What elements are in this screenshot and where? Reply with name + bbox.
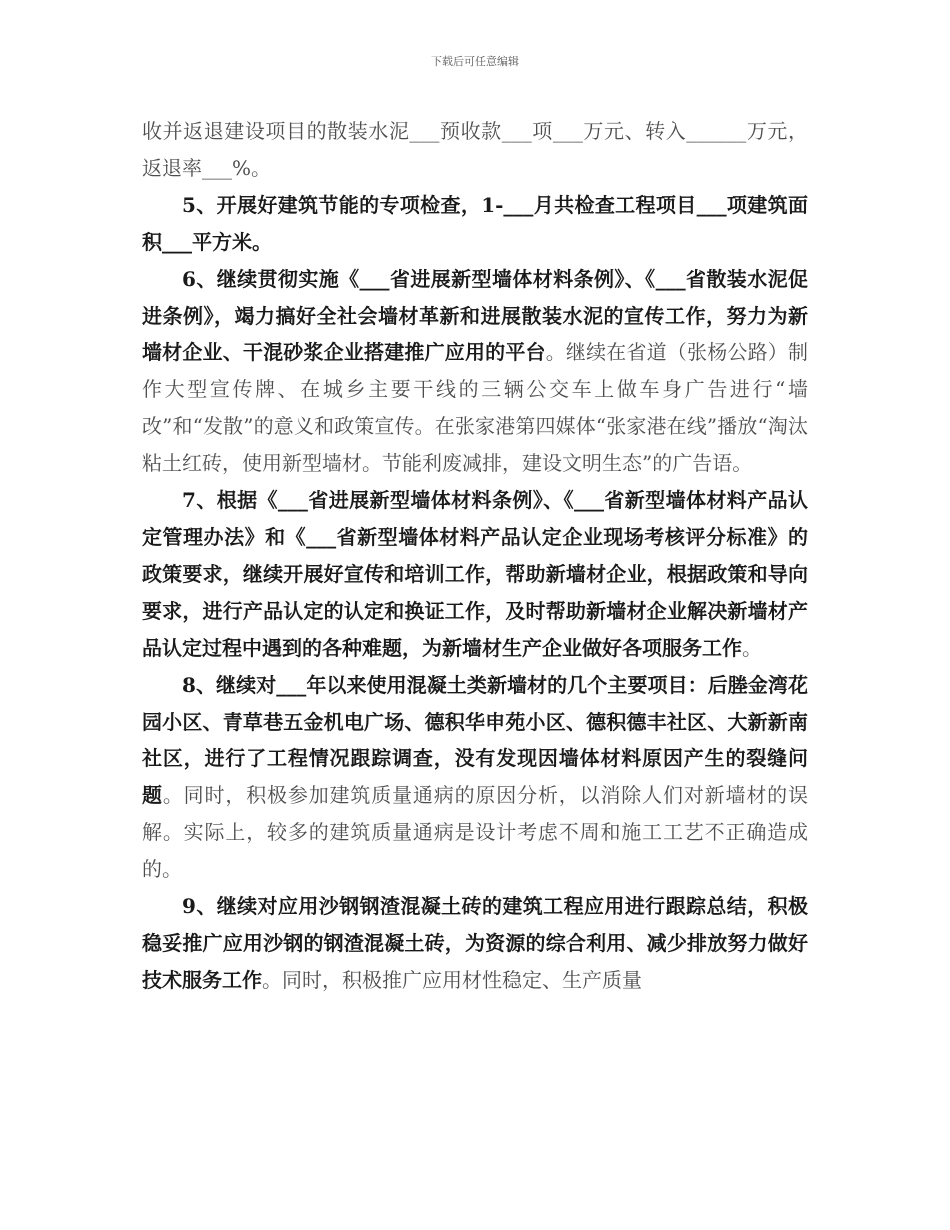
paragraph-5 <box>142 187 808 261</box>
paragraph-text-bold: 7、根据《___省进展新型墙体材料条例》、《___省新型墙体材料产品认定管理办法》和《___省新型墙体材料产品认定企业现场考核评分标准》的政策要求，继续开展好宣传和培训工作，帮助新墙材企业，根据政策和导向要求，进行产品认定的认定和换证工作，及时帮助新墙材企业解决新墙材产品认定过程中遇到的各种难题，为新墙材生产企业做好各项服务工作 <box>142 488 808 660</box>
paragraph-text: 收并返退建设项目的散装水泥___预收款___项___万元、转入______万元，返退率___%。 <box>142 119 808 180</box>
document-body <box>142 113 808 999</box>
paragraph-9 <box>142 888 808 999</box>
paragraph-text-bold: 8、继续对___年以来使用混凝土类新墙材的几个主要项目：后塍金湾花园小区、青草巷五金机电广场、德积华申苑小区、德积德丰社区、大新新南社区，进行了工程情况跟踪调查，没有发现因墙体材料原因产生的裂缝问题 <box>142 672 808 808</box>
paragraph-text: 。 <box>742 635 762 660</box>
paragraph-text: 。继续在省道（张杨公路）制作大型宣传牌、在城乡主要干线的三辆公交车上做车身广告进行“墙改”和“发散”的意义和政策宣传。在张家港第四媒体“张家港在线”播放“淘汰粘土红砖，使用新型墙材。节能利废减排，建设文明生态”的广告语。 <box>142 340 808 476</box>
paragraph-text-bold: 6、继续贯彻实施《___省进展新型墙体材料条例》、《___省散装水泥促进条例》，竭力搞好全社会墙材革新和进展散装水泥的宣传工作，努力为新墙材企业、干混砂浆企业搭建推广应用的平台 <box>142 266 808 365</box>
page-header: 下载后可任意编辑 <box>431 55 519 68</box>
paragraph-7 <box>142 482 808 667</box>
paragraph-continued <box>142 113 808 187</box>
paragraph-text-bold: 9、继续对应用沙钢钢渣混凝土砖的建筑工程应用进行跟踪总结，积极稳妥推广应用沙钢的钢渣混凝土砖，为资源的综合利用、减少排放努力做好技术服务工作 <box>142 894 808 992</box>
paragraph-text: 。同时，积极推广应用材性稳定、生产质量 <box>262 967 642 992</box>
paragraph-text: 。同时，积极参加建筑质量通病的原因分析，以消除人们对新墙材的误解。实际上，较多的建筑质量通病是设计考虑不周和施工工艺不正确造成的。 <box>142 783 809 882</box>
paragraph-6 <box>142 261 808 482</box>
paragraph-8 <box>142 667 808 888</box>
paragraph-text-bold: 5、开展好建筑节能的专项检查，1-___月共检查工程项目___项建筑面积___平方米。 <box>142 192 808 254</box>
